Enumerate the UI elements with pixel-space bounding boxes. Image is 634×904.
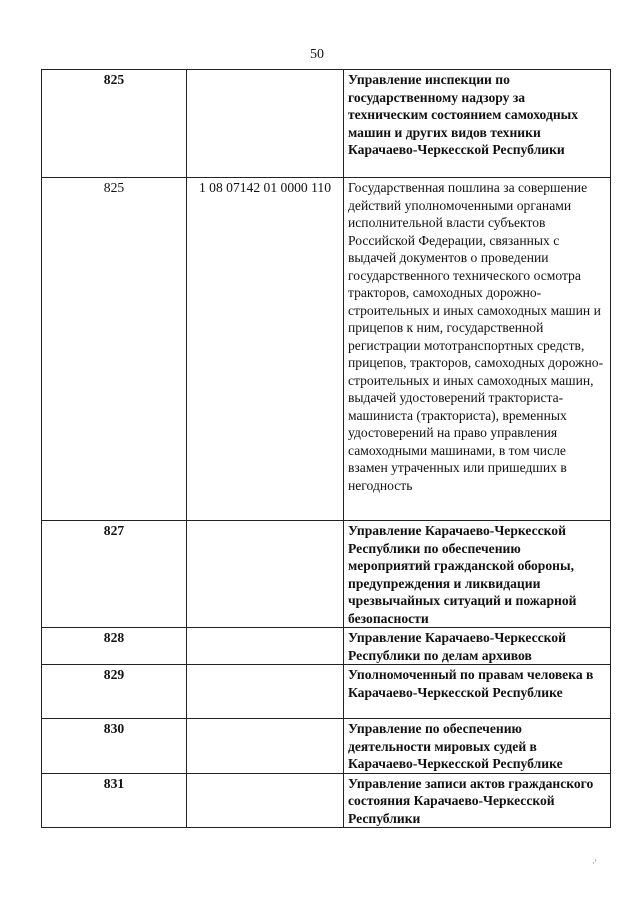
table-row: [42, 665, 611, 719]
income-code-cell: 1 08 07142 01 0000 110: [187, 178, 344, 521]
name-cell: Управление Карачаево-Черкесской Республики по обеспечению мероприятий гражданской обороны, предупреждения и ликвидации чрезвычайных ситуаций и пожарной безопасности: [344, 521, 611, 628]
table-row: [42, 719, 611, 774]
name-cell: Управление инспекции по государственному надзору за техническим состоянием самоходных машин и других видов техники Карачаево-Черкесской Республики: [344, 70, 611, 178]
admin-code-cell: 825: [42, 178, 187, 521]
admin-code-cell: 830: [42, 719, 187, 774]
income-code-cell: [187, 719, 344, 774]
income-code-cell: [187, 665, 344, 719]
table-row: [42, 773, 611, 828]
income-code-cell: [187, 70, 344, 178]
name-cell: Управление записи актов гражданского состояния Карачаево-Черкесской Республики: [344, 773, 611, 828]
scan-speck: ·': [592, 858, 597, 868]
table-row: [42, 521, 611, 628]
table-row: [42, 178, 611, 521]
name-cell: Управление Карачаево-Черкесской Республики по делам архивов: [344, 628, 611, 665]
name-cell: Государственная пошлина за совершение действий уполномоченными органами исполнительной власти субъектов Российской Федерации, связанных с выдачей документов о проведении государственного технического осмотра тракторов, самоходных дорожно-строительных и иных самоходных машин и прицепов к ним, государственной регистрации мототранспортных средств, прицепов, тракторов, самоходных дорожно-строительных и иных самоходных машин, выдачей удостоверений тракториста-машиниста (тракториста), временных удостоверений на право управления самоходными машинами, в том числе взамен утраченных или пришедших в негодность: [344, 178, 611, 521]
income-code-cell: [187, 521, 344, 628]
admin-code-cell: 827: [42, 521, 187, 628]
name-cell: Управление по обеспечению деятельности мировых судей в Карачаево-Черкесской Республике: [344, 719, 611, 774]
page-number: 50: [310, 47, 324, 62]
admin-code-cell: 825: [42, 70, 187, 178]
admin-code-cell: 831: [42, 773, 187, 828]
table-row: [42, 628, 611, 665]
income-code-cell: [187, 628, 344, 665]
name-cell: Уполномоченный по правам человека в Карачаево-Черкесской Республике: [344, 665, 611, 719]
table-row: [42, 70, 611, 178]
revenue-admin-table: [41, 69, 611, 828]
admin-code-cell: 828: [42, 628, 187, 665]
income-code-cell: [187, 773, 344, 828]
admin-code-cell: 829: [42, 665, 187, 719]
